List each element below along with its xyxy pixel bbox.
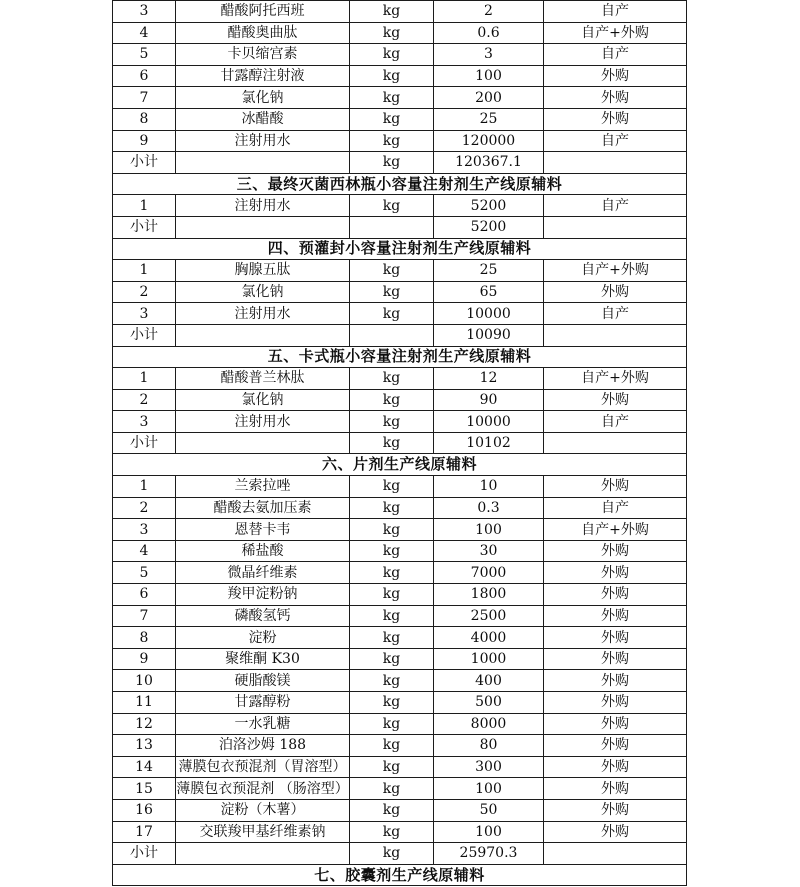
material-quantity: 25 — [434, 260, 544, 282]
material-quantity: 0.3 — [434, 497, 544, 519]
subtotal-row — [113, 152, 687, 174]
material-source: 外购 — [544, 735, 687, 757]
row-number: 7 — [113, 87, 176, 109]
material-row — [113, 130, 687, 152]
subtotal-source — [544, 843, 687, 865]
material-unit: kg — [350, 87, 434, 109]
material-quantity: 80 — [434, 735, 544, 757]
subtotal-unit: kg — [350, 152, 434, 174]
material-unit: kg — [350, 44, 434, 66]
material-quantity: 5200 — [434, 195, 544, 217]
material-row — [113, 303, 687, 325]
material-source: 外购 — [544, 87, 687, 109]
subtotal-label: 小计 — [113, 843, 176, 865]
row-number: 7 — [113, 605, 176, 627]
subtotal-unit — [350, 324, 434, 346]
material-name: 淀粉 — [176, 627, 350, 649]
section-header-row — [113, 454, 687, 476]
material-name: 一水乳糖 — [176, 713, 350, 735]
material-unit: kg — [350, 195, 434, 217]
row-number: 14 — [113, 756, 176, 778]
row-number: 8 — [113, 627, 176, 649]
row-number: 3 — [113, 1, 176, 23]
material-quantity: 400 — [434, 670, 544, 692]
material-name: 醋酸阿托西班 — [176, 1, 350, 23]
material-unit: kg — [350, 540, 434, 562]
material-row — [113, 281, 687, 303]
material-quantity: 120000 — [434, 130, 544, 152]
material-row — [113, 584, 687, 606]
material-source: 外购 — [544, 389, 687, 411]
material-name: 注射用水 — [176, 195, 350, 217]
subtotal-source — [544, 216, 687, 238]
material-unit: kg — [350, 713, 434, 735]
material-source: 外购 — [544, 799, 687, 821]
material-source: 自产 — [544, 44, 687, 66]
material-quantity: 50 — [434, 799, 544, 821]
material-row — [113, 562, 687, 584]
material-unit: kg — [350, 605, 434, 627]
row-number: 2 — [113, 281, 176, 303]
subtotal-name — [176, 324, 350, 346]
row-number: 6 — [113, 65, 176, 87]
section-header-row — [113, 864, 687, 886]
section-title: 七、胶囊剂生产线原辅料 — [113, 864, 687, 886]
row-number: 13 — [113, 735, 176, 757]
subtotal-source — [544, 152, 687, 174]
row-number: 6 — [113, 584, 176, 606]
material-name: 氯化钠 — [176, 87, 350, 109]
material-quantity: 10 — [434, 476, 544, 498]
material-quantity: 12 — [434, 368, 544, 390]
material-row — [113, 778, 687, 800]
material-unit: kg — [350, 519, 434, 541]
material-quantity: 100 — [434, 65, 544, 87]
material-source: 自产+外购 — [544, 22, 687, 44]
material-row — [113, 519, 687, 541]
material-name: 醋酸去氨加压素 — [176, 497, 350, 519]
material-name: 醋酸普兰林肽 — [176, 368, 350, 390]
row-number: 2 — [113, 497, 176, 519]
material-name: 兰索拉唑 — [176, 476, 350, 498]
material-source: 外购 — [544, 65, 687, 87]
subtotal-unit: kg — [350, 843, 434, 865]
material-source: 外购 — [544, 627, 687, 649]
material-row — [113, 605, 687, 627]
material-quantity: 200 — [434, 87, 544, 109]
material-unit: kg — [350, 584, 434, 606]
material-unit: kg — [350, 368, 434, 390]
material-row — [113, 389, 687, 411]
material-row — [113, 821, 687, 843]
material-name: 稀盐酸 — [176, 540, 350, 562]
material-unit: kg — [350, 562, 434, 584]
materials-table-body — [113, 1, 687, 886]
material-unit: kg — [350, 735, 434, 757]
material-source: 外购 — [544, 584, 687, 606]
subtotal-quantity: 120367.1 — [434, 152, 544, 174]
material-quantity: 2500 — [434, 605, 544, 627]
row-number: 3 — [113, 411, 176, 433]
material-quantity: 0.6 — [434, 22, 544, 44]
material-quantity: 65 — [434, 281, 544, 303]
material-row — [113, 648, 687, 670]
subtotal-quantity: 10102 — [434, 432, 544, 454]
material-quantity: 30 — [434, 540, 544, 562]
material-unit: kg — [350, 627, 434, 649]
row-number: 5 — [113, 562, 176, 584]
material-source: 外购 — [544, 648, 687, 670]
material-row — [113, 368, 687, 390]
material-source: 外购 — [544, 476, 687, 498]
row-number: 1 — [113, 476, 176, 498]
material-source: 外购 — [544, 821, 687, 843]
subtotal-quantity: 25970.3 — [434, 843, 544, 865]
material-source: 自产 — [544, 411, 687, 433]
material-unit: kg — [350, 1, 434, 23]
material-quantity: 2 — [434, 1, 544, 23]
material-source: 自产+外购 — [544, 260, 687, 282]
material-name: 微晶纤维素 — [176, 562, 350, 584]
material-quantity: 1800 — [434, 584, 544, 606]
material-unit: kg — [350, 821, 434, 843]
material-unit: kg — [350, 497, 434, 519]
subtotal-label: 小计 — [113, 324, 176, 346]
material-row — [113, 108, 687, 130]
material-unit: kg — [350, 130, 434, 152]
material-row — [113, 540, 687, 562]
material-source: 外购 — [544, 281, 687, 303]
row-number: 11 — [113, 692, 176, 714]
material-quantity: 100 — [434, 778, 544, 800]
subtotal-source — [544, 432, 687, 454]
material-row — [113, 411, 687, 433]
row-number: 10 — [113, 670, 176, 692]
material-quantity: 90 — [434, 389, 544, 411]
material-unit: kg — [350, 281, 434, 303]
row-number: 1 — [113, 368, 176, 390]
material-unit: kg — [350, 303, 434, 325]
material-name: 甘露醇粉 — [176, 692, 350, 714]
material-name: 薄膜包衣预混剂（胃溶型） — [176, 756, 350, 778]
material-name: 甘露醇注射液 — [176, 65, 350, 87]
material-source: 外购 — [544, 778, 687, 800]
material-name: 冰醋酸 — [176, 108, 350, 130]
row-number: 4 — [113, 540, 176, 562]
material-row — [113, 22, 687, 44]
material-unit: kg — [350, 670, 434, 692]
material-source: 外购 — [544, 670, 687, 692]
material-name: 淀粉（木薯） — [176, 799, 350, 821]
material-source: 外购 — [544, 108, 687, 130]
row-number: 5 — [113, 44, 176, 66]
material-name: 交联羧甲基纤维素钠 — [176, 821, 350, 843]
material-row — [113, 756, 687, 778]
material-row — [113, 627, 687, 649]
section-header-row — [113, 238, 687, 260]
row-number: 1 — [113, 195, 176, 217]
material-quantity: 7000 — [434, 562, 544, 584]
material-quantity: 100 — [434, 519, 544, 541]
material-unit: kg — [350, 411, 434, 433]
subtotal-label: 小计 — [113, 216, 176, 238]
material-quantity: 10000 — [434, 411, 544, 433]
material-source: 自产 — [544, 497, 687, 519]
material-name: 氯化钠 — [176, 281, 350, 303]
material-unit: kg — [350, 799, 434, 821]
row-number: 4 — [113, 22, 176, 44]
row-number: 12 — [113, 713, 176, 735]
material-quantity: 100 — [434, 821, 544, 843]
raw-materials-table — [112, 0, 687, 886]
row-number: 3 — [113, 303, 176, 325]
material-source: 自产 — [544, 195, 687, 217]
subtotal-unit: kg — [350, 432, 434, 454]
material-unit: kg — [350, 389, 434, 411]
subtotal-row — [113, 216, 687, 238]
row-number: 8 — [113, 108, 176, 130]
subtotal-unit — [350, 216, 434, 238]
section-header-row — [113, 173, 687, 195]
material-unit: kg — [350, 648, 434, 670]
subtotal-source — [544, 324, 687, 346]
subtotal-label: 小计 — [113, 152, 176, 174]
subtotal-name — [176, 843, 350, 865]
material-name: 羧甲淀粉钠 — [176, 584, 350, 606]
material-row — [113, 735, 687, 757]
material-unit: kg — [350, 108, 434, 130]
material-unit: kg — [350, 260, 434, 282]
material-unit: kg — [350, 65, 434, 87]
row-number: 17 — [113, 821, 176, 843]
subtotal-name — [176, 432, 350, 454]
material-source: 外购 — [544, 605, 687, 627]
subtotal-row — [113, 432, 687, 454]
subtotal-name — [176, 152, 350, 174]
subtotal-quantity: 5200 — [434, 216, 544, 238]
row-number: 15 — [113, 778, 176, 800]
material-quantity: 8000 — [434, 713, 544, 735]
material-source: 外购 — [544, 692, 687, 714]
material-name: 聚维酮 K30 — [176, 648, 350, 670]
material-name: 胸腺五肽 — [176, 260, 350, 282]
row-number: 16 — [113, 799, 176, 821]
material-quantity: 25 — [434, 108, 544, 130]
material-row — [113, 195, 687, 217]
material-unit: kg — [350, 22, 434, 44]
material-name: 磷酸氢钙 — [176, 605, 350, 627]
material-row — [113, 799, 687, 821]
material-unit: kg — [350, 756, 434, 778]
material-row — [113, 476, 687, 498]
material-name: 注射用水 — [176, 130, 350, 152]
section-title: 六、片剂生产线原辅料 — [113, 454, 687, 476]
material-unit: kg — [350, 476, 434, 498]
material-quantity: 300 — [434, 756, 544, 778]
row-number: 1 — [113, 260, 176, 282]
section-title: 三、最终灭菌西林瓶小容量注射剂生产线原辅料 — [113, 173, 687, 195]
subtotal-label: 小计 — [113, 432, 176, 454]
material-source: 外购 — [544, 713, 687, 735]
material-row — [113, 670, 687, 692]
material-name: 氯化钠 — [176, 389, 350, 411]
row-number: 3 — [113, 519, 176, 541]
material-source: 自产 — [544, 130, 687, 152]
material-quantity: 3 — [434, 44, 544, 66]
material-source: 外购 — [544, 756, 687, 778]
row-number: 9 — [113, 648, 176, 670]
material-source: 外购 — [544, 540, 687, 562]
material-source: 自产+外购 — [544, 519, 687, 541]
material-unit: kg — [350, 778, 434, 800]
material-source: 外购 — [544, 562, 687, 584]
material-name: 注射用水 — [176, 411, 350, 433]
material-name: 卡贝缩宫素 — [176, 44, 350, 66]
subtotal-row — [113, 843, 687, 865]
material-name: 注射用水 — [176, 303, 350, 325]
section-title: 五、卡式瓶小容量注射剂生产线原辅料 — [113, 346, 687, 368]
material-row — [113, 497, 687, 519]
material-name: 醋酸奥曲肽 — [176, 22, 350, 44]
material-source: 自产 — [544, 303, 687, 325]
material-name: 硬脂酸镁 — [176, 670, 350, 692]
material-quantity: 1000 — [434, 648, 544, 670]
material-source: 自产+外购 — [544, 368, 687, 390]
material-row — [113, 260, 687, 282]
subtotal-row — [113, 324, 687, 346]
material-row — [113, 713, 687, 735]
material-row — [113, 87, 687, 109]
section-title: 四、预灌封小容量注射剂生产线原辅料 — [113, 238, 687, 260]
material-unit: kg — [350, 692, 434, 714]
material-source: 自产 — [544, 1, 687, 23]
material-row — [113, 44, 687, 66]
material-name: 泊洛沙姆 188 — [176, 735, 350, 757]
material-row — [113, 65, 687, 87]
material-quantity: 10000 — [434, 303, 544, 325]
material-row — [113, 692, 687, 714]
subtotal-quantity: 10090 — [434, 324, 544, 346]
row-number: 2 — [113, 389, 176, 411]
material-quantity: 4000 — [434, 627, 544, 649]
subtotal-name — [176, 216, 350, 238]
material-quantity: 500 — [434, 692, 544, 714]
section-header-row — [113, 346, 687, 368]
row-number: 9 — [113, 130, 176, 152]
material-name: 薄膜包衣预混剂 （肠溶型） — [176, 778, 350, 800]
material-row — [113, 1, 687, 23]
material-name: 恩替卡韦 — [176, 519, 350, 541]
